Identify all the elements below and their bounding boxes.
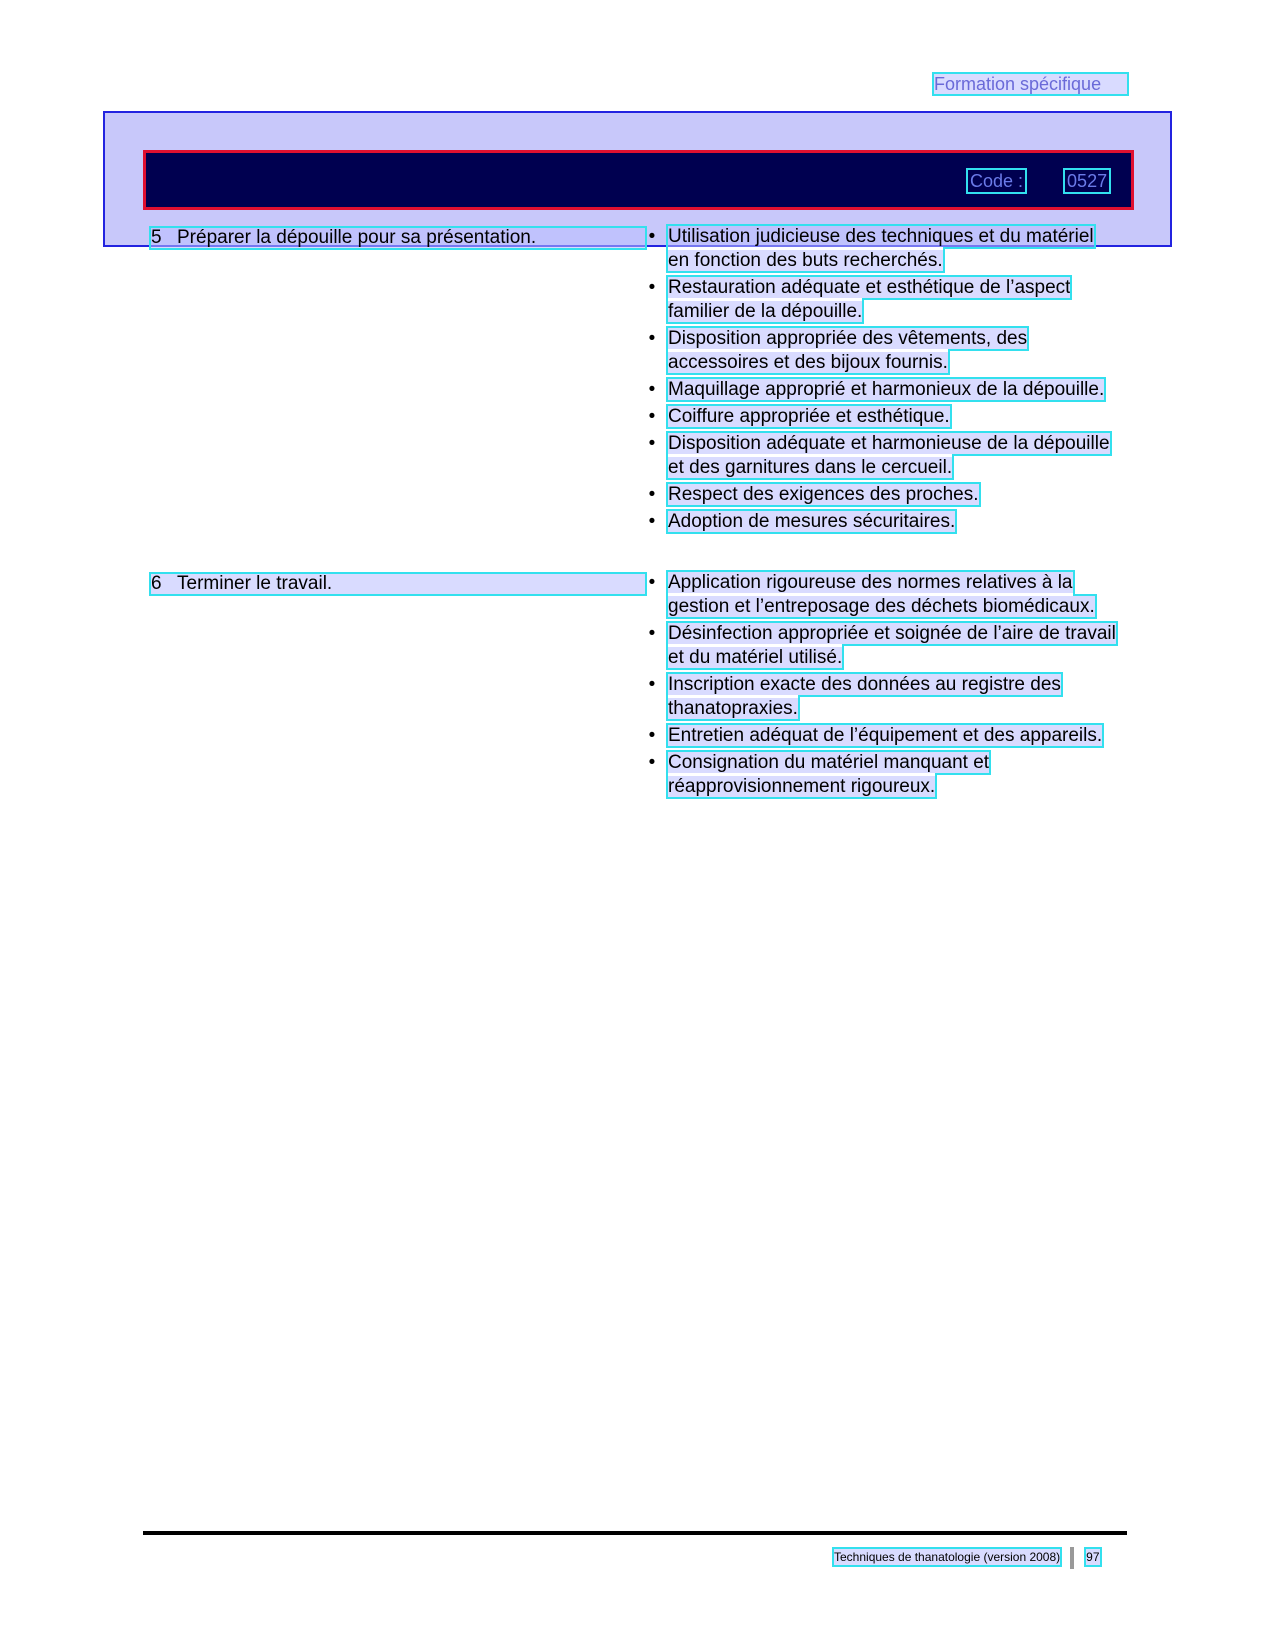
page-number: 97	[1086, 1550, 1100, 1565]
criterion-item: • Restauration adéquate et esthétique de l’aspect familier de la dépouille.	[646, 276, 1116, 324]
task-5-title	[151, 228, 645, 248]
task-5-criteria	[646, 225, 1116, 537]
competency-code	[968, 170, 1109, 192]
criterion-item: • Utilisation judicieuse des techniques et du matériel en fonction des buts recherchés.	[646, 225, 1116, 273]
bullet-icon: •	[648, 572, 656, 593]
bullet-icon: •	[648, 484, 656, 505]
code-label: Code :	[970, 171, 1024, 191]
task-title-text: Terminer le travail.	[177, 573, 333, 594]
criterion-item: • Entretien adéquat de l’équipement et des appareils.	[646, 724, 1116, 748]
criterion-item: • Adoption de mesures sécuritaires.	[646, 510, 1116, 534]
bullet-icon: •	[648, 674, 656, 695]
footer-divider	[143, 1531, 1127, 1535]
criterion-item: • Désinfection appropriée et soignée de l’aire de travail et du matériel utilisé.	[646, 622, 1116, 670]
criterion-item: • Disposition adéquate et harmonieuse de la dépouille et des garnitures dans le cercueil.	[646, 432, 1116, 480]
bullet-icon: •	[648, 226, 656, 247]
criterion-item: • Disposition appropriée des vêtements, des accessoires et des bijoux fournis.	[646, 327, 1116, 375]
bullet-icon: •	[648, 433, 656, 454]
task-number: 6	[151, 573, 162, 594]
section-header: Formation spécifique	[934, 74, 1127, 94]
bullet-icon: •	[648, 277, 656, 298]
criterion-item: • Application rigoureuse des normes relatives à la gestion et l’entreposage des déchets biomédicaux.	[646, 571, 1116, 619]
criterion-item: • Consignation du matériel manquant et réapprovisionnement rigoureux.	[646, 751, 1116, 799]
bullet-icon: •	[648, 406, 656, 427]
bullet-icon: •	[648, 379, 656, 400]
bullet-icon: •	[648, 623, 656, 644]
footer-separator	[1070, 1547, 1074, 1569]
task-6-criteria	[646, 571, 1116, 802]
bullet-icon: •	[648, 328, 656, 349]
bullet-icon: •	[648, 725, 656, 746]
criterion-item: • Respect des exigences des proches.	[646, 483, 1116, 507]
bullet-icon: •	[648, 752, 656, 773]
page-footer	[834, 1547, 1100, 1563]
criterion-item: • Inscription exacte des données au registre des thanatopraxies.	[646, 673, 1116, 721]
bullet-icon: •	[648, 511, 656, 532]
document-title: Techniques de thanatologie (version 2008)	[834, 1550, 1061, 1565]
task-6-title	[151, 574, 645, 594]
criterion-item: • Coiffure appropriée et esthétique.	[646, 405, 1116, 429]
criterion-item: • Maquillage approprié et harmonieux de la dépouille.	[646, 378, 1116, 402]
code-value: 0527	[1067, 171, 1108, 191]
task-title-text: Préparer la dépouille pour sa présentation.	[177, 227, 537, 248]
task-number: 5	[151, 227, 162, 248]
